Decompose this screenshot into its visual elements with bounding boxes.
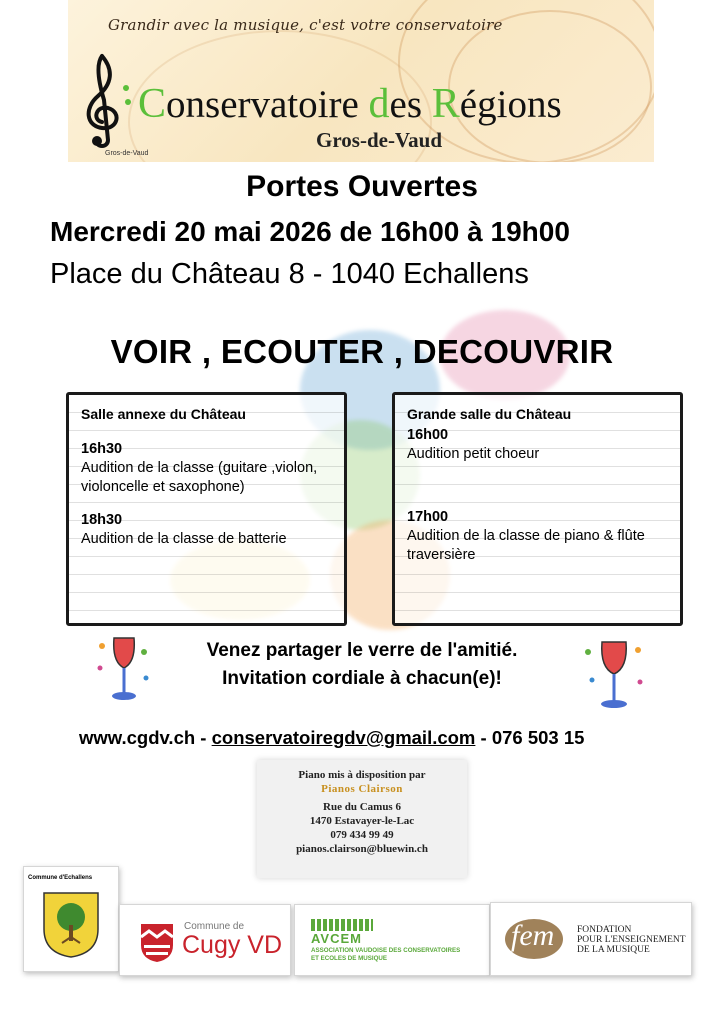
subtitle-gros-de-vaud: Gros-de-Vaud [316,128,443,152]
room-name: Grande salle du Château [407,406,572,422]
program-desc: Audition de la classe de batterie [81,531,287,547]
sponsor-city: 1470 Estavayer-le-Lac [309,815,415,827]
logo-fem [490,902,692,976]
program-time: 16h30 [81,441,123,457]
title-initial-c: C [138,81,167,127]
sponsor-intro: Piano mis à disposition par [298,769,426,781]
email-link[interactable]: conservatoiregdv@gmail.com [211,727,476,748]
fem-line-2: POUR L'ENSEIGNEMENT [577,935,686,945]
cugy-title: Cugy VD [182,931,283,959]
echallens-coat-of-arms-icon [42,891,100,959]
sponsor-phone: 079 434 99 49 [330,829,394,841]
program-time: 17h00 [407,509,449,525]
sponsor-street: Rue du Camus 6 [323,801,401,813]
logo-cugy [119,904,291,976]
fem-short: fem [511,919,555,952]
invitation-line-2: Invitation cordiale à chacun(e)! [222,668,502,689]
title-part-3: égions [459,83,562,126]
event-title: Portes Ouvertes [246,170,478,203]
phone-number: 076 503 15 [491,727,585,748]
conservatoire-title [138,80,562,128]
event-date: Mercredi 20 mai 2026 de 16h00 à 19h00 [50,216,570,247]
header-banner [68,0,654,162]
sponsor-email: pianos.clairson@bluewin.ch [296,843,428,855]
logo-avcem [294,904,490,976]
avcem-short: AVCEM [311,931,362,946]
sponsor-brand: Pianos Clairson [321,783,403,795]
avcem-full-2: ET ECOLES DE MUSIQUE [311,955,387,962]
program-box-right [392,392,683,626]
logo-echallens [23,866,119,972]
website-link[interactable]: www.cgdv.ch [79,727,196,748]
program-time: 16h00 [407,427,449,443]
program-desc: Audition de la classe de piano & flûte traversière [407,528,645,563]
contact-separator: - [475,727,492,748]
avcem-full-1: ASSOCIATION VAUDOISE DES CONSERVATOIRES [311,947,461,954]
avcem-piano-keys-icon [311,919,373,931]
fem-line-1: FONDATION [577,925,632,935]
small-label-gros-de-vaud: Gros-de-Vaud [105,150,149,157]
program-desc: Audition petit choeur [407,446,540,462]
title-part-2: es [389,83,432,126]
invitation-line-1: Venez partager le verre de l'amitié. [206,640,518,661]
program-box-left [66,392,347,626]
title-initial-d: d [368,81,390,127]
room-name: Salle annexe du Château [81,406,246,422]
tagline: Grandir avec la musique, c'est votre conservatoire [108,16,503,34]
program-time: 18h30 [81,512,123,528]
event-place: Place du Château 8 - 1040 Echallens [50,258,529,290]
slogan: VOIR , ECOUTER , DECOUVRIR [110,333,614,370]
cugy-small-label: Commune de [184,921,245,932]
echallens-label: Commune d'Echallens [28,875,93,881]
fem-line-3: DE LA MUSIQUE [577,945,650,955]
piano-sponsor-card [257,760,467,878]
treble-clef-icon [68,50,138,150]
title-part-1: onservatoire [166,83,369,126]
title-initial-r: R [431,81,460,127]
contact-line [79,727,584,749]
cugy-shield-icon [140,923,174,963]
program-desc: Audition de la classe (guitare ,violon, violoncelle et saxophone) [81,460,318,495]
contact-separator: - [195,727,212,748]
